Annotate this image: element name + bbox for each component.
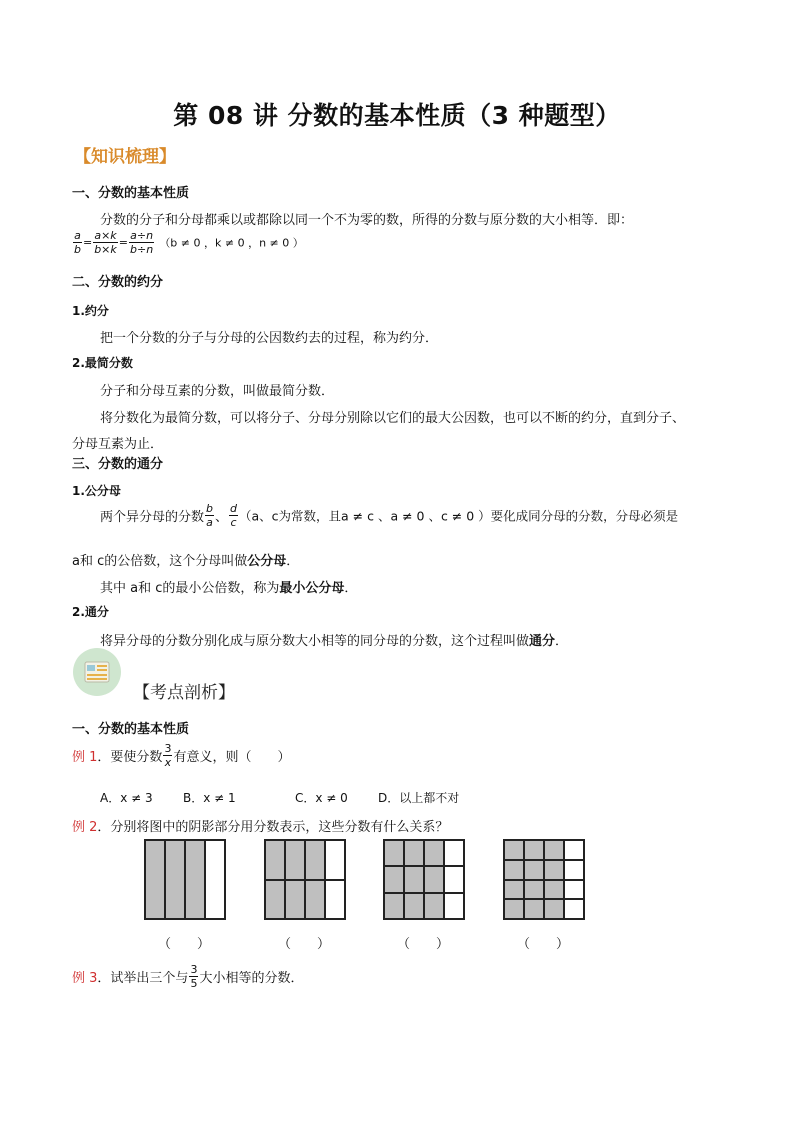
simplest-fraction-text-3: 分母互素为止．	[72, 437, 164, 452]
shaded-figure-2	[264, 839, 346, 920]
example-1-option-d[interactable]: D．以上都不对	[378, 791, 460, 805]
shaded-figure-4	[503, 839, 585, 920]
figure-2-cell	[285, 880, 305, 920]
figure-3-cell	[384, 840, 404, 866]
figure-4-cell	[524, 840, 544, 860]
answer-blank-3[interactable]: （ ）	[397, 937, 450, 952]
figure-2-cell	[305, 880, 325, 920]
figure-1-cell	[165, 840, 185, 919]
common-denominator-line-3: 其中 a和 c的最小公倍数，称为最小公分母．	[100, 581, 358, 596]
figure-1-cell	[205, 840, 225, 919]
section-2-heading: 二、分数的约分	[72, 275, 164, 290]
figure-3-cell	[424, 840, 444, 866]
figure-4-cell	[504, 840, 524, 860]
shaded-figure-1	[144, 839, 226, 920]
page-title: 第 08 讲 分数的基本性质（3 种题型）	[173, 101, 621, 130]
answer-blank-2[interactable]: （ ）	[278, 937, 331, 952]
figure-4-cell	[544, 860, 564, 880]
section-1-text: 分数的分子和分母都乘以或都除以同一个不为零的数，所得的分数与原分数的大小相等．即：	[100, 213, 634, 228]
figure-3-cell	[404, 866, 424, 892]
example-1-question: 例 1．要使分数 $\frac{3}{x}$ 有意义，则（ ）	[72, 742, 291, 769]
analysis-section-tag: 【考点剖析】	[133, 683, 235, 703]
figure-1-cell	[185, 840, 205, 919]
figure-4-cell	[564, 880, 584, 900]
figure-4-cell	[504, 880, 524, 900]
knowledge-section-tag: 【知识梳理】	[74, 147, 176, 167]
figure-4-cell	[564, 860, 584, 880]
figure-4-cell	[544, 880, 564, 900]
figure-4-cell	[504, 899, 524, 919]
subheading-simplest-fraction: 2.最简分数	[72, 356, 133, 370]
figure-3-cell	[424, 893, 444, 919]
figure-3-cell	[444, 866, 464, 892]
figure-4-cell	[524, 899, 544, 919]
figure-4-cell	[544, 840, 564, 860]
figure-3-cell	[424, 866, 444, 892]
figure-4-cell	[524, 860, 544, 880]
figure-2-cell	[265, 880, 285, 920]
example-1-option-b[interactable]: B．x ≠ 1	[183, 791, 236, 805]
answer-blank-4[interactable]: （ ）	[517, 937, 570, 952]
fraction-an-over-bn: $\frac{a\div n}{b\div n}$	[130, 229, 154, 256]
simplest-fraction-text-1: 分子和分母互素的分数，叫做最简分数．	[100, 384, 335, 399]
fraction-3-over-x: $\frac{3}{x}$	[164, 742, 172, 769]
subheading-reduction: 1.约分	[72, 304, 109, 318]
figure-3-cell	[444, 840, 464, 866]
notebook-icon	[73, 648, 121, 696]
figure-3-cell	[384, 893, 404, 919]
fraction-d-over-c: $\frac{d}{c}$	[230, 502, 237, 529]
figure-4-cell	[564, 840, 584, 860]
figure-2-cell	[285, 840, 305, 880]
section-1-heading: 一、分数的基本性质	[72, 186, 190, 201]
simplest-fraction-text-2: 将分数化为最简分数，可以将分子、分母分别除以它们的最大公因数，也可以不断的约分，直到分子、	[100, 411, 686, 426]
figure-1-cell	[145, 840, 165, 919]
formula-conditions: （b ≠ 0 ，k ≠ 0 ，n ≠ 0 ）	[159, 236, 304, 250]
example-1-option-a[interactable]: A．x ≠ 3	[100, 791, 153, 805]
section-3-heading: 三、分数的通分	[72, 457, 164, 472]
analysis-heading: 一、分数的基本性质	[72, 722, 190, 737]
figure-2-cell	[265, 840, 285, 880]
example-1-option-c[interactable]: C．x ≠ 0	[295, 791, 348, 805]
figure-4-cell	[524, 880, 544, 900]
shaded-figure-3	[383, 839, 465, 920]
figure-3-cell	[384, 866, 404, 892]
basic-property-formula: $\frac{a}{b}$ = $\frac{a\times k}{b\times k}$ = $\frac{a\div n}{b\div n}$ （b ≠ 0 ，k ≠ 0 ，n ≠ 0 ）	[74, 229, 304, 256]
figure-2-cell	[305, 840, 325, 880]
example-3-question: 例 3．试举出三个与 $\frac{3}{5}$ 大小相等的分数．	[72, 963, 304, 990]
figure-2-cell	[325, 840, 345, 880]
answer-blank-1[interactable]: （ ）	[158, 937, 211, 952]
figure-4-cell	[504, 860, 524, 880]
figure-3-cell	[404, 893, 424, 919]
figure-2-cell	[325, 880, 345, 920]
figure-4-cell	[544, 899, 564, 919]
fraction-3-over-5: $\frac{3}{5}$	[190, 963, 198, 990]
figure-4-cell	[564, 899, 584, 919]
figure-3-cell	[444, 893, 464, 919]
finding-common-denominator-text: 将异分母的分数分别化成与原分数大小相等的同分母的分数，这个过程叫做通分．	[100, 634, 569, 649]
fraction-ak-over-bk: $\frac{a\times k}{b\times k}$	[94, 229, 117, 256]
reduction-text: 把一个分数的分子与分母的公因数约去的过程，称为约分．	[100, 331, 439, 346]
example-2-question: 例 2．分别将图中的阴影部分用分数表示，这些分数有什么关系？	[72, 820, 449, 835]
fraction-a-over-b: $\frac{a}{b}$	[74, 229, 81, 256]
subheading-finding-common-denominator: 2.通分	[72, 605, 109, 619]
common-denominator-line-1: 两个异分母的分数 $\frac{b}{a}$ 、 $\frac{d}{c}$ （a、c为常数，且a ≠ c 、a ≠ 0 、c ≠ 0 ）要化成同分母的分数，分母必须是	[100, 502, 679, 529]
fraction-b-over-a: $\frac{b}{a}$	[206, 502, 213, 529]
figure-3-cell	[404, 840, 424, 866]
subheading-common-denominator: 1.公分母	[72, 484, 121, 498]
common-denominator-line-2: a和 c的公倍数，这个分母叫做公分母．	[72, 554, 300, 569]
